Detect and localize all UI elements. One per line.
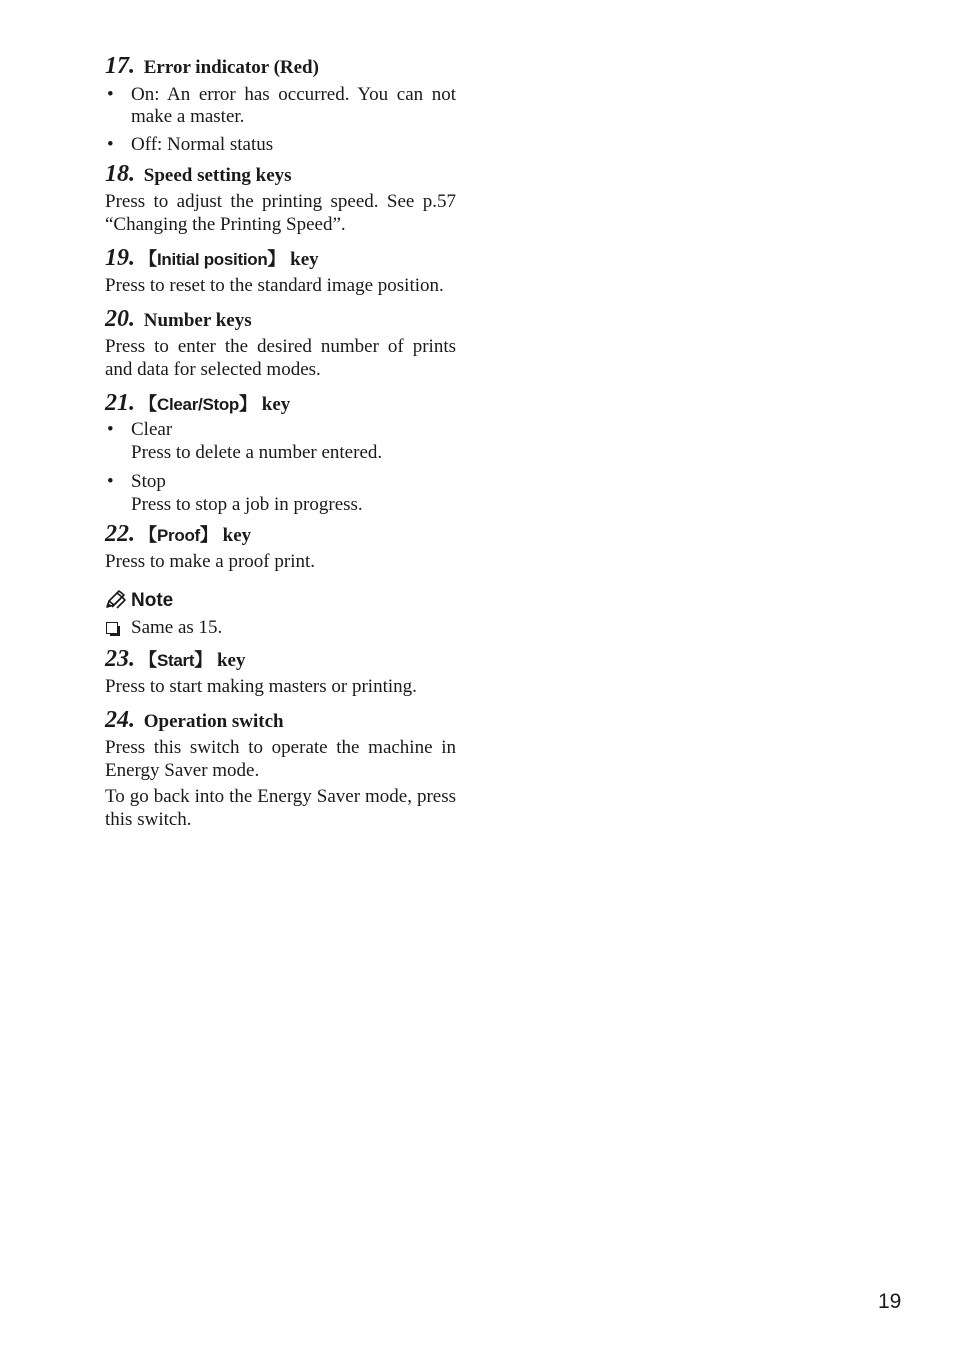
item-24 — [105, 708, 456, 831]
close-bracket: 】 — [194, 650, 213, 671]
item-description: Press to make a proof print. — [105, 551, 316, 572]
item-heading — [105, 307, 456, 333]
bullet-dot-icon: • — [107, 134, 114, 155]
list-item: • On: An error has occurred. You can not make a master. — [107, 84, 456, 127]
item-17 — [105, 54, 456, 156]
bullet-list — [105, 84, 456, 156]
open-bracket: 【 — [139, 650, 157, 671]
note-box — [105, 589, 456, 639]
item-heading — [105, 162, 456, 188]
bullet-list — [105, 418, 456, 516]
item-number: 22. — [105, 521, 135, 547]
item-number: 17. — [105, 53, 135, 79]
key-suffix: key — [290, 249, 319, 270]
item-heading — [105, 708, 456, 734]
close-bracket: 】 — [199, 525, 218, 546]
close-bracket: 】 — [267, 249, 286, 270]
item-title: Operation switch — [143, 711, 284, 732]
bullet-dot-icon: • — [107, 471, 114, 492]
key-name: Initial position — [157, 250, 268, 269]
content-column — [105, 54, 456, 831]
item-description: Press to adjust the printing speed. See p.57 “Changing the Printing Speed”. — [105, 191, 456, 235]
note-heading — [105, 589, 456, 613]
item-heading — [105, 391, 456, 417]
item-heading — [105, 647, 456, 673]
item-heading — [105, 522, 456, 548]
item-23 — [105, 647, 456, 698]
key-suffix: key — [261, 394, 291, 415]
item-heading — [105, 246, 456, 272]
note-title: Note — [131, 590, 174, 611]
item-title: Number keys — [143, 310, 252, 331]
item-number: 19. — [105, 245, 135, 271]
close-bracket: 】 — [239, 394, 258, 415]
item-description: Press this switch to operate the machine in Energy Saver mode. — [105, 737, 456, 781]
item-18 — [105, 162, 456, 236]
item-19 — [105, 246, 456, 297]
item-20 — [105, 307, 456, 381]
item-title: Error indicator (Red) — [143, 57, 319, 78]
item-description: Press to reset to the standard image position. — [105, 275, 444, 296]
note-item: Same as 15. — [105, 617, 456, 639]
item-22 — [105, 522, 456, 573]
item-number: 23. — [105, 646, 135, 672]
item-21 — [105, 391, 456, 516]
checkbox-square-icon — [106, 622, 118, 634]
item-description: Press to start making masters or printing. — [105, 676, 417, 697]
item-title: Speed setting keys — [143, 165, 292, 186]
page-number: 19 — [878, 1290, 902, 1313]
bullet-label: Clear — [131, 419, 173, 440]
item-number: 20. — [105, 306, 135, 332]
open-bracket: 【 — [139, 249, 157, 270]
bullet-text: Press to stop a job in progress. — [131, 494, 363, 515]
bullet-text: Press to delete a number entered. — [131, 442, 383, 463]
key-suffix: key — [216, 650, 246, 671]
bullet-label: Stop — [131, 471, 166, 492]
list-item: • Off: Normal status — [107, 134, 274, 155]
key-name: Proof — [157, 526, 200, 545]
list-item — [105, 470, 456, 516]
item-description: To go back into the Energy Saver mode, press this switch. — [105, 786, 456, 830]
key-name: Start — [157, 651, 195, 670]
bullet-dot-icon: • — [107, 84, 114, 105]
item-number: 24. — [105, 707, 135, 733]
key-suffix: key — [222, 525, 252, 546]
open-bracket: 【 — [139, 525, 157, 546]
pencil-icon — [105, 589, 127, 614]
item-number: 18. — [105, 161, 135, 187]
key-name: Clear/Stop — [157, 395, 240, 414]
open-bracket: 【 — [139, 394, 157, 415]
bullet-dot-icon: • — [107, 419, 114, 440]
item-description: Press to enter the desired number of prints and data for selected modes. — [105, 336, 456, 380]
item-number: 21. — [105, 390, 135, 416]
list-item — [105, 418, 456, 464]
item-heading — [105, 54, 456, 80]
